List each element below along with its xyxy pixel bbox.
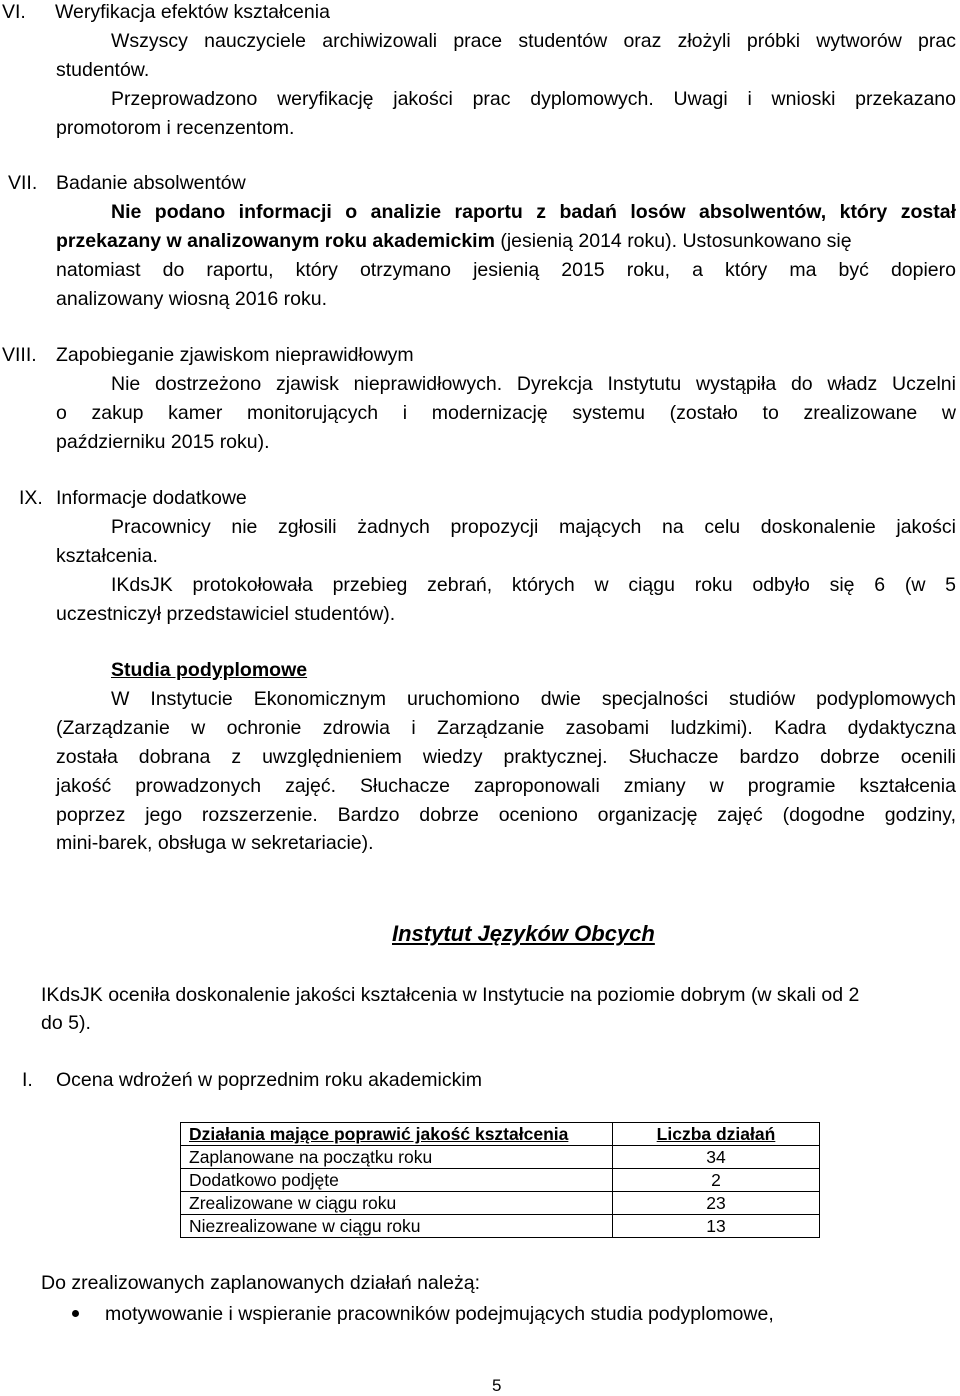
section-title: Badanie absolwentów (56, 172, 246, 194)
bold-phrase: przekazany w analizowanym roku akademickim (56, 230, 495, 252)
paragraph-line: została dobrana z uwzględnieniem wiedzy praktycznej. Słuchacze bardzo dobrze ocenili (56, 746, 956, 768)
table-cell: Dodatkowo podjęte (181, 1169, 613, 1192)
section-title: Informacje dodatkowe (56, 487, 247, 509)
section-number: VIII. (2, 344, 37, 366)
paragraph-line: analizowany wiosną 2016 roku. (56, 288, 328, 310)
paragraph-line: Pracownicy nie zgłosili żadnych propozycji mających na celu doskonalenie jakości (111, 516, 956, 538)
section-title: Zapobieganie zjawiskom nieprawidłowym (56, 344, 414, 366)
paragraph-line: październiku 2015 roku). (56, 431, 270, 453)
section-number: I. (22, 1069, 33, 1091)
paragraph-line: Wszyscy nauczyciele archiwizowali prace studentów oraz złożyli próbki wytworów prac (111, 30, 956, 52)
paragraph-line: Nie dostrzeżono zjawisk nieprawidłowych. Dyrekcja Instytutu wystąpiła do władz Uczelni (111, 373, 956, 395)
paragraph-line: o zakup kamer monitorujących i modernizację systemu (zostało to zrealizowane w (56, 402, 956, 424)
paragraph-line: poprzez jego rozszerzenie. Bardzo dobrze oceniono organizację zajęć (dogodne godziny, (56, 804, 956, 826)
paragraph-line: (Zarządzanie w ochronie zdrowia i Zarządzanie zasobami ludzkimi). Kadra dydaktyczna (56, 717, 956, 739)
paragraph-line: kształcenia. (56, 545, 158, 567)
section-title: Ocena wdrożeń w poprzednim roku akademickim (56, 1069, 482, 1091)
section-number: VI. (2, 1, 26, 23)
table-cell: Zrealizowane w ciągu roku (181, 1192, 613, 1215)
subsection-heading: Studia podyplomowe (111, 659, 308, 681)
section-title: Weryfikacja efektów kształcenia (55, 1, 330, 23)
institute-heading: Instytut Języków Obcych (392, 921, 655, 946)
paragraph-line: jakość prowadzonych zajęć. Słuchacze zaproponowali zmiany w programie kształcenia (56, 775, 956, 797)
paragraph-line: mini-barek, obsługa w sekretariacie). (56, 832, 374, 854)
paragraph-line: promotorom i recenzentom. (56, 117, 295, 139)
table-row (181, 1215, 820, 1238)
table-row (181, 1169, 820, 1192)
paragraph-line: studentów. (56, 59, 150, 81)
table-row (181, 1146, 820, 1169)
table-row (181, 1192, 820, 1215)
paragraph-line: IKdsJK protokołowała przebieg zebrań, których w ciągu roku odbyło się 6 (w 5 (111, 574, 956, 596)
bullet-icon (72, 1310, 79, 1317)
section-number: IX. (19, 487, 43, 509)
paragraph-line: Nie podano informacji o analizie raportu z badań losów absolwentów, który został (111, 201, 956, 223)
table-header: Działania mające poprawić jakość kształcenia (181, 1123, 613, 1146)
text-run: (jesienią 2014 roku). Ustosunkowano się (494, 230, 852, 252)
table-cell: 23 (613, 1192, 820, 1215)
table-cell: 13 (613, 1215, 820, 1238)
table-cell: Zaplanowane na początku roku (181, 1146, 613, 1169)
paragraph-line: natomiast do raportu, który otrzymano jesienią 2015 roku, a który ma być dopiero (56, 259, 956, 281)
table-cell: 34 (613, 1146, 820, 1169)
actions-table (180, 1122, 820, 1238)
paragraph-line: Przeprowadzono weryfikację jakości prac dyplomowych. Uwagi i wnioski przekazano (111, 88, 956, 110)
page-number: 5 (492, 1376, 502, 1395)
section-number: VII. (8, 172, 38, 194)
list-intro: Do zrealizowanych zaplanowanych działań należą: (41, 1272, 481, 1294)
table-header-row (181, 1123, 820, 1146)
table-header: Liczba działań (613, 1123, 820, 1146)
paragraph-line: IKdsJK oceniła doskonalenie jakości kształcenia w Instytucie na poziomie dobrym (w skali od 2 (41, 984, 860, 1006)
list-item: motywowanie i wspieranie pracowników podejmujących studia podyplomowe, (105, 1303, 774, 1325)
paragraph-line (56, 232, 852, 252)
paragraph-line: uczestniczył przedstawiciel studentów). (56, 603, 396, 625)
table-cell: Niezrealizowane w ciągu roku (181, 1215, 613, 1238)
paragraph-line: W Instytucie Ekonomicznym uruchomiono dwie specjalności studiów podyplomowych (111, 688, 956, 710)
table-cell: 2 (613, 1169, 820, 1192)
paragraph-line: do 5). (41, 1012, 91, 1034)
